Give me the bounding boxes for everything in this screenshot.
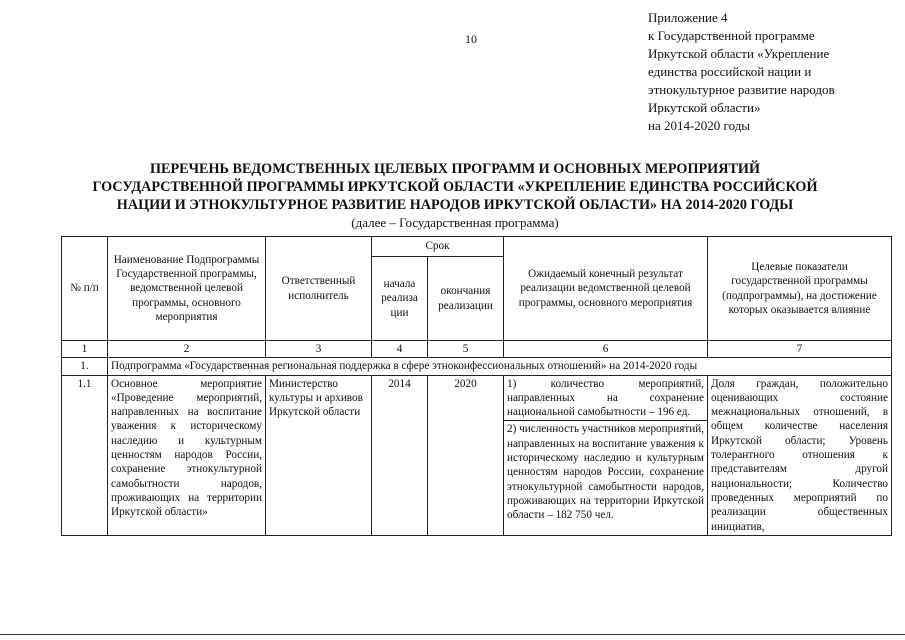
row-end: 2020 xyxy=(428,375,504,535)
section-num: 1. xyxy=(62,358,108,375)
section-title: Подпрограмма «Государственная региональная поддержка в сфере этноконфессиональных отношений» на 2014-2020 годы xyxy=(108,358,892,375)
appendix-line: на 2014-2020 годы xyxy=(648,118,751,133)
row-name: Основное мероприятие «Проведение мероприятий, направленных на воспитание уважения к историческому наследию и культурным ценностям народов России, сохранение этнокультурной самобытности народов, проживающих на территории Иркутской области» xyxy=(108,375,266,535)
row-executor: Министерство культуры и архивов Иркутской области xyxy=(266,375,372,535)
page-edge-line xyxy=(0,634,905,635)
appendix-note xyxy=(648,9,835,135)
page-number: 10 xyxy=(465,32,477,46)
col-number: 6 xyxy=(504,341,708,358)
row-start: 2014 xyxy=(372,375,428,535)
appendix-line: к Государственной программе xyxy=(648,28,815,43)
title-line: НАЦИИ И ЭТНОКУЛЬТУРНОЕ РАЗВИТИЕ НАРОДОВ ИРКУТСКОЙ ОБЛАСТИ» НА 2014-2020 ГОДЫ xyxy=(116,197,794,213)
header-start: начала реализа ции xyxy=(372,257,428,341)
appendix-line: этнокультурное развитие народов xyxy=(648,82,835,97)
header-name: Наименование Подпрограммы Государственной программы, ведомственной целевой программы, основного мероприятия xyxy=(108,237,266,341)
header-num: № п/п xyxy=(62,237,108,341)
result-item: 1) количество мероприятий, направленных на сохранение национальной самобытности – 196 ед. xyxy=(507,377,704,419)
title-line: ГОСУДАРСТВЕННОЙ ПРОГРАММЫ ИРКУТСКОЙ ОБЛАСТИ «УКРЕПЛЕНИЕ ЕДИНСТВА РОССИЙСКОЙ xyxy=(92,179,818,195)
header-executor: Ответственный исполнитель xyxy=(266,237,372,341)
document-subtitle: (далее – Государственная программа) xyxy=(351,215,559,230)
col-number: 4 xyxy=(372,341,428,358)
row-indicators: Доля граждан, положительно оценивающих состояние межнациональных отношений, в общем количестве населения Иркутской области; Уровень толерантного отношения к представителям другой национальности; Количество проведенных мероприятий по реализации общественных инициатив, xyxy=(708,375,892,535)
header-indicators: Целевые показатели государственной программы (подпрограммы), на достижение которых оказывается влияние xyxy=(708,237,892,341)
header-term: Срок xyxy=(372,237,504,257)
section-row xyxy=(62,358,892,375)
title-line: ПЕРЕЧЕНЬ ВЕДОМСТВЕННЫХ ЦЕЛЕВЫХ ПРОГРАММ И ОСНОВНЫХ МЕРОПРИЯТИЙ xyxy=(150,161,760,177)
col-number: 2 xyxy=(108,341,266,358)
document-title xyxy=(40,160,870,214)
result-item: 2) численность участников мероприятий, направленных на воспитание уважения к историческому наследию и культурным ценностям народов России, сохранение этнокультурной самобытности народов, проживающих на территории Иркутской области – 182 750 чел. xyxy=(504,420,707,523)
col-number: 3 xyxy=(266,341,372,358)
appendix-line: Иркутской области «Укрепление xyxy=(648,46,830,61)
column-numbers-row xyxy=(62,341,892,358)
row-num: 1.1 xyxy=(62,375,108,535)
header-end: окончания реализации xyxy=(428,257,504,341)
appendix-line: единства российской нации и xyxy=(648,64,812,79)
appendix-line: Приложение 4 xyxy=(648,10,728,25)
col-number: 1 xyxy=(62,341,108,358)
programs-table xyxy=(61,236,892,536)
header-result: Ожидаемый конечный результат реализации ведомственной целевой программы, основного мероприятия xyxy=(504,237,708,341)
appendix-line: Иркутской области» xyxy=(648,100,761,115)
table-row xyxy=(62,375,892,535)
col-number: 7 xyxy=(708,341,892,358)
row-results xyxy=(504,375,708,535)
col-number: 5 xyxy=(428,341,504,358)
